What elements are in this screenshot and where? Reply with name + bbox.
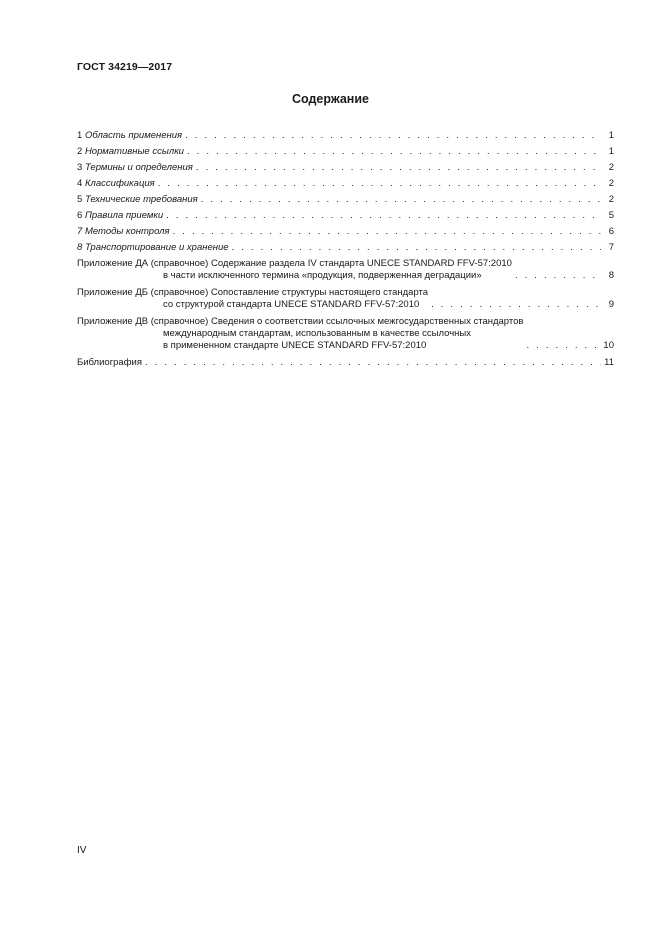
toc-entry-number: 2 [77, 146, 83, 157]
toc-appendix-label [77, 258, 512, 282]
toc-entry-7[interactable] [77, 226, 614, 238]
toc-bibliography-page: 11 [604, 357, 614, 368]
toc-entry-2[interactable] [77, 146, 614, 158]
toc-entry-number: 4 [77, 178, 83, 189]
toc-entry-title: Термины и определения [84, 162, 193, 173]
toc-entry-page: 2 [608, 178, 614, 189]
toc-entry-title: Правила приемки [84, 210, 164, 221]
leader-dots [166, 210, 601, 222]
toc-entry-8[interactable] [77, 242, 614, 254]
toc-entry-label [77, 194, 198, 206]
toc-title: Содержание [291, 92, 369, 106]
leader-dots [526, 340, 600, 352]
toc-entry-title: Методы контроля [84, 226, 170, 237]
toc-appendix-line: в примененном стандарте UNECE STANDARD FFV-57:2010 [163, 340, 427, 351]
toc-appendix-line: Приложение ДВ (справочное) Сведения о соответствии ссылочных межгосударственных стандартов [77, 316, 524, 327]
toc-appendix-line: в части исключенного термина «продукция, подверженная деградации» [163, 270, 482, 281]
toc-entry-title: Классификация [84, 178, 155, 189]
document-code: ГОСТ 34219—2017 [77, 61, 173, 73]
toc-appendix-db[interactable] [77, 287, 614, 311]
leader-dots [431, 299, 601, 311]
toc-appendix-label [77, 287, 428, 311]
toc-entry-title: Нормативные ссылки [84, 146, 184, 157]
toc-entry-title: Область применения [84, 130, 183, 141]
toc-entry-3[interactable] [77, 162, 614, 174]
toc-bibliography-label: Библиография [77, 357, 142, 368]
toc-entry-5[interactable] [77, 194, 614, 206]
toc-entry-page: 7 [608, 242, 614, 253]
leader-dots [201, 194, 601, 206]
toc-entry-page: 1 [608, 146, 614, 157]
leader-dots [196, 162, 601, 174]
toc-entry-label [77, 162, 193, 174]
toc-entry-number: 5 [77, 194, 83, 205]
toc-entry-1[interactable] [77, 130, 614, 142]
toc-appendix-line: международным стандартам, использованным в качестве ссылочных [163, 328, 471, 339]
toc-entry-number: 7 [77, 226, 83, 237]
toc-entry-title: Транспортирование и хранение [84, 242, 229, 253]
toc-entry-page: 1 [608, 130, 614, 141]
toc-entry-page: 2 [608, 162, 614, 173]
leader-dots [232, 242, 601, 254]
toc-entry-label [77, 210, 163, 222]
page-number: IV [77, 845, 87, 856]
leader-dots [145, 357, 601, 369]
toc-entry-4[interactable] [77, 178, 614, 190]
table-of-contents [77, 130, 614, 373]
toc-entry-page: 2 [608, 194, 614, 205]
leader-dots [173, 226, 601, 238]
toc-appendix-line: Приложение ДА (справочное) Содержание раздела IV стандарта UNECE STANDARD FFV-57:2010 [77, 258, 512, 269]
toc-appendix-page: 9 [608, 299, 614, 310]
toc-appendix-page: 10 [603, 340, 614, 351]
leader-dots [185, 130, 601, 142]
toc-bibliography[interactable] [77, 357, 614, 369]
toc-entry-label [77, 226, 170, 238]
toc-entry-label [77, 130, 182, 142]
toc-entry-page: 6 [608, 226, 614, 237]
toc-entry-title: Технические требования [84, 194, 198, 205]
toc-entry-number: 6 [77, 210, 83, 221]
toc-appendix-page: 8 [608, 270, 614, 281]
toc-entry-number: 3 [77, 162, 83, 173]
toc-entry-label [77, 146, 184, 158]
toc-appendix-line: Приложение ДБ (справочное) Сопоставление структуры настоящего стандарта [77, 287, 429, 298]
toc-entry-6[interactable] [77, 210, 614, 222]
toc-appendix-da[interactable] [77, 258, 614, 282]
toc-appendix-label [77, 316, 523, 352]
leader-dots [187, 146, 601, 158]
leader-dots [515, 270, 601, 282]
toc-entry-page: 5 [608, 210, 614, 221]
toc-entry-label [77, 178, 155, 190]
toc-appendix-dv[interactable] [77, 316, 614, 352]
toc-entry-number: 1 [77, 130, 83, 141]
toc-entry-number: 8 [77, 242, 83, 253]
leader-dots [158, 178, 601, 190]
toc-appendix-line: со структурой стандарта UNECE STANDARD FFV-57:2010 [163, 299, 420, 310]
toc-entry-label [77, 242, 229, 254]
